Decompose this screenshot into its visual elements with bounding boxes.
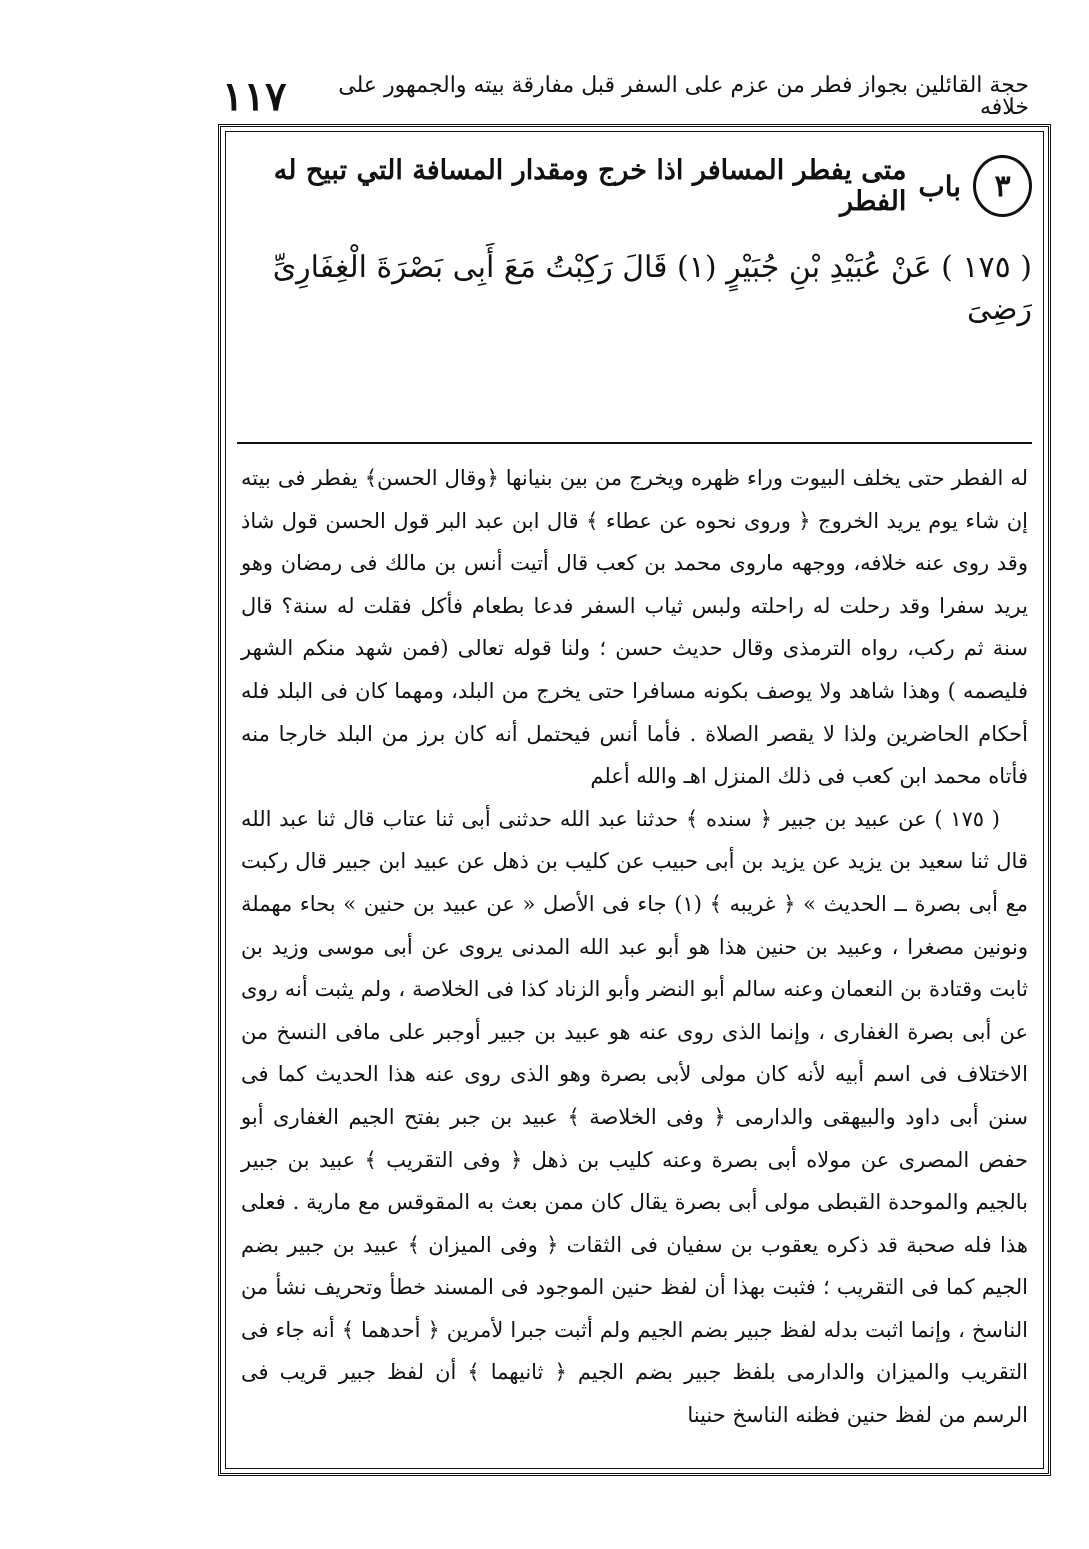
page-frame bbox=[218, 124, 1051, 1476]
commentary-paragraph: له الفطر حتى يخلف البيوت وراء ظهره ويخرج من بين بنيانها ﴿وقال الحسن﴾ يفطر فى بيته إن شاء يوم يريد الخروج ﴿ وروى نحوه عن عطاء ﴾ قال ابن عبد البر قول الحسن قول شاذ وقد روى عنه خلافه، ووجهه ماروى محمد بن كعب قال أتيت أنس بن مالك فى رمضان وهو يريد سفرا وقد رحلت له راحلته ولبس ثياب السفر فدعا بطعام فأكل فقلت له سنة؟ قال سنة ثم ركب، رواه الترمذى وقال حديث حسن ؛ ولنا قوله تعالى (فمن شهد منكم الشهر فليصمه ) وهذا شاهد ولا يوصف بكونه مسافرا حتى يخرج من البلد، ومهما كان فى البلد فله أحكام الحاضرين ولذا لا يقصر الصلاة . فأما أنس فيحتمل أنه كان برز من البلد خارجا منه فأتاه محمد ابن كعب فى ذلك المنزل اهـ والله أعلم bbox=[241, 466, 1028, 789]
hadith-text: ( ١٧٥ ) عَنْ عُبَيْدِ بْنِ جُبَيْرٍ (١) قَالَ رَكِبْتُ مَعَ أَبِى بَصْرَةَ الْغِفَارِىِّ رَضِىَ bbox=[272, 250, 1032, 327]
chapter-number: ٣ bbox=[973, 155, 1032, 217]
chapter-label: باب bbox=[918, 169, 962, 203]
matn-section bbox=[237, 155, 1032, 425]
commentary-paragraph: ( ١٧٥ ) عن عبيد بن جبير ﴿ سنده ﴾ حدثنا عبد الله حدثنى أبى ثنا عتاب قال ثنا عبد الله قال ثنا سعيد بن يزيد عن يزيد بن أبى حبيب عن كليب بن ذهل عن عبيد ابن جبير قال ركبت مع أبى بصرة ــ الحديث » ﴿ غريبه ﴾ (١) جاء فى الأصل « عن عبيد بن حنين » بحاء مهملة ونونين مصغرا ، وعبيد بن حنين هذا هو أبو عبد الله المدنى يروى عن أبى موسى وزيد بن ثابت وقتادة بن النعمان وعنه سالم أبو النضر وأبو الزناد كذا فى الخلاصة ، ولم يثبت أنه روى عن أبى بصرة الغفارى ، وإنما الذى روى عنه هو عبيد بن جبير أوجبر على مافى النسخ من الاختلاف فى اسم أبيه لأنه كان مولى لأبى بصرة وهو الذى روى عنه هذا الحديث كما فى سنن أبى داود والبيهقى والدارمى ﴿ وفى الخلاصة ﴾ عبيد بن جبر بفتح الجيم الغفارى أبو حفص المصرى عن مولاه أبى بصرة وعنه كليب بن ذهل ﴿ وفى التقريب ﴾ عبيد بن جبير بالجيم والموحدة القبطى مولى أبى بصرة يقال كان ممن بعث به المقوقس مع مارية . فعلى هذا فله صحبة قد ذكره يعقوب بن سفيان فى الثقات ﴿ وفى الميزان ﴾ عبيد بن جبير بضم الجيم كما فى التقريب ؛ فثبت بهذا أن لفظ حنين الموجود فى المسند خطأ وتحريف نشأ من الناسخ ، وإنما اثبت بدله لفظ جبير بضم الجيم ولم أثبت جبرا لأمرين ﴿ أحدهما ﴾ أنه جاء فى التقريب والميزان والدارمى بلفظ جبير بضم الجيم ﴿ ثانيهما ﴾ أن لفظ جبير قريب فى الرسم من لفظ حنين فظنه الناسخ حنينا bbox=[241, 806, 1028, 1428]
chapter-heading bbox=[237, 155, 1032, 217]
running-header bbox=[222, 72, 1049, 122]
chapter-title: متى يفطر المسافر اذا خرج ومقدار المسافة التي تبيح له الفطر bbox=[273, 155, 907, 217]
page-number: ١١٧ bbox=[222, 73, 287, 120]
commentary-section bbox=[241, 457, 1028, 1459]
section-divider bbox=[237, 442, 1032, 444]
header-title: حجة القائلين بجواز فطر من عزم على السفر قبل مفارقة بيته والجمهور على خلافه bbox=[338, 73, 1029, 120]
